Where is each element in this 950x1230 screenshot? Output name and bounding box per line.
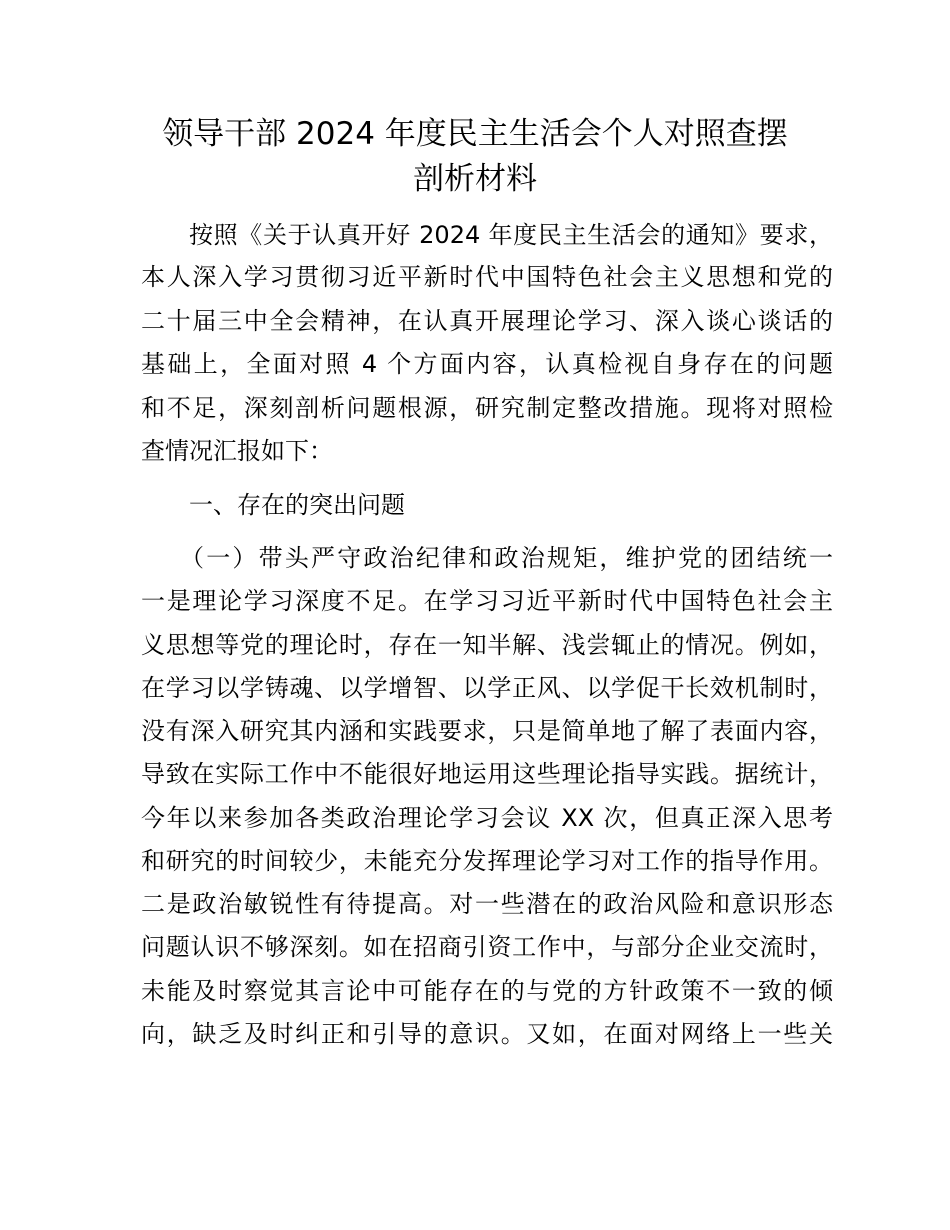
intro-line-5: 和不足，深刻剖析问题根源，研究制定整改措施。现将对照检 xyxy=(141,394,833,422)
body-line-2: 义思想等党的理论时，存在一知半解、浅尝辄止的情况。例如， xyxy=(141,631,833,659)
subsection-heading: （一）带头严守政治纪律和政治规矩，维护党的团结统一 xyxy=(180,544,833,572)
intro-line-2: 本人深入学习贯彻习近平新时代中国特色社会主义思想和党的 xyxy=(141,263,833,291)
body-line-11: 向，缺乏及时纠正和引导的意识。又如，在面对网络上一些关 xyxy=(141,1020,833,1048)
intro-line-3: 二十届三中全会精神，在认真开展理论学习、深入谈心谈话的 xyxy=(141,307,833,335)
body-line-6: 今年以来参加各类政治理论学习会议 XX 次，但真正深入思考 xyxy=(141,804,833,832)
body-line-8: 二是政治敏锐性有待提高。对一些潜在的政治风险和意识形态 xyxy=(141,890,833,918)
body-line-3: 在学习以学铸魂、以学增智、以学正风、以学促干长效机制时， xyxy=(141,674,833,702)
document-title-line-2: 剖析材料 xyxy=(413,161,537,197)
body-line-7: 和研究的时间较少，未能充分发挥理论学习对工作的指导作用。 xyxy=(141,847,833,875)
intro-line-1: 按照《关于认真开好 2024 年度民主生活会的通知》要求， xyxy=(189,221,833,249)
body-line-5: 导致在实际工作中不能很好地运用这些理论指导实践。据统计， xyxy=(141,760,833,788)
intro-line-4: 基础上，全面对照 4 个方面内容，认真检视自身存在的问题 xyxy=(141,350,833,378)
body-line-4: 没有深入研究其内涵和实践要求，只是简单地了解了表面内容， xyxy=(141,717,833,745)
body-line-9: 问题认识不够深刻。如在招商引资工作中，与部分企业交流时， xyxy=(141,933,833,961)
body-line-10: 未能及时察觉其言论中可能存在的与党的方针政策不一致的倾 xyxy=(141,977,833,1005)
intro-line-6: 查情况汇报如下： xyxy=(141,437,333,465)
section-heading: 一、存在的突出问题 xyxy=(189,491,405,519)
body-line-1: 一是理论学习深度不足。在学习习近平新时代中国特色社会主 xyxy=(141,587,833,615)
document-title-line-1: 领导干部 2024 年度民主生活会个人对照查摆 xyxy=(162,116,788,152)
